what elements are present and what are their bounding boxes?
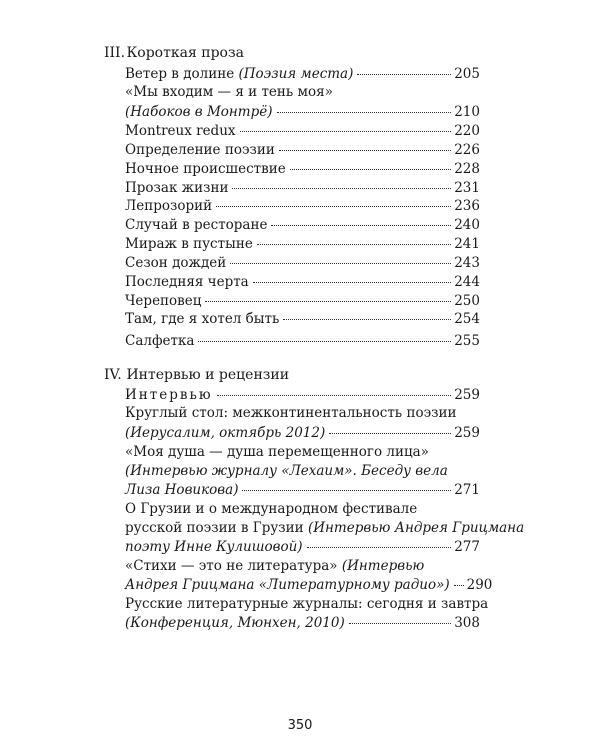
entry-note: (Интервью Андрея Грицмана <box>307 520 525 536</box>
entry-title: «Моя душа — душа перемещенного лица» <box>125 444 429 460</box>
section-heading: Короткая проза <box>126 45 244 61</box>
entry-title: О Грузии и о международном фестивале <box>125 501 418 517</box>
entry-title: Интервью <box>125 387 213 403</box>
toc-entry[interactable] <box>125 292 480 310</box>
page-number: 350 <box>287 718 313 733</box>
entry-page: 231 <box>454 180 480 196</box>
dot-leader <box>230 263 451 264</box>
entry-page: 243 <box>454 255 480 271</box>
toc-entry[interactable] <box>125 179 480 197</box>
entry-title: Ночное происшествие <box>125 161 286 177</box>
dot-leader <box>290 169 452 170</box>
toc-entry-line <box>125 595 488 613</box>
dot-leader <box>279 150 451 151</box>
toc-entry[interactable] <box>125 538 480 556</box>
entry-page: 240 <box>454 217 480 233</box>
entry-title: Ветер в долине <box>125 66 235 82</box>
entry-note: (Набоков в Монтрё) <box>125 104 273 120</box>
entry-note: (Интервью журналу «Лехаим». Беседу вела <box>125 463 448 479</box>
entry-title: Montreux redux <box>125 123 236 139</box>
entry-title: Определение поэзии <box>125 142 275 158</box>
toc-entry[interactable] <box>125 141 480 159</box>
entry-note: Лиза Новикова) <box>125 482 239 498</box>
toc-entry-line <box>125 404 457 422</box>
dot-leader <box>240 131 452 132</box>
toc-entry[interactable] <box>125 103 480 121</box>
toc-entry[interactable] <box>125 254 480 272</box>
entry-page: 271 <box>454 482 480 498</box>
dot-leader <box>454 585 464 586</box>
entry-page: 259 <box>454 387 480 403</box>
entry-page: 255 <box>454 333 480 349</box>
entry-title: Круглый стол: межконтинентальность поэзии <box>125 405 457 421</box>
toc-entry-line <box>125 83 333 101</box>
dot-leader <box>349 623 451 624</box>
toc-entry[interactable] <box>125 122 480 140</box>
dot-leader <box>329 433 451 434</box>
toc-entry[interactable] <box>125 310 480 328</box>
dot-leader <box>217 395 452 396</box>
toc-entry[interactable] <box>125 65 480 83</box>
toc-entry[interactable] <box>125 273 480 291</box>
dot-leader <box>216 206 451 207</box>
dot-leader <box>307 547 452 548</box>
entry-note: (Интервью <box>341 558 425 574</box>
entry-title: Последняя черта <box>125 274 249 290</box>
entry-title: Салфетка <box>125 333 195 349</box>
entry-title: Сезон дождей <box>125 255 227 271</box>
section-number: III. <box>104 45 126 61</box>
toc-entry[interactable] <box>125 235 480 253</box>
entry-title: Лепрозорий <box>125 198 213 214</box>
entry-title: Там, где я хотел быть <box>125 311 280 327</box>
dot-leader <box>283 319 451 320</box>
entry-page: 220 <box>454 123 480 139</box>
entry-page: 259 <box>454 425 480 441</box>
entry-title: Череповец <box>125 293 202 309</box>
entry-page: 244 <box>454 274 480 290</box>
entry-page: 250 <box>454 293 480 309</box>
entry-note: (Конференция, Мюнхен, 2010) <box>125 615 345 631</box>
entry-page: 226 <box>454 142 480 158</box>
toc-entry-line <box>125 462 448 480</box>
dot-leader <box>198 341 451 342</box>
entry-page: 254 <box>454 311 480 327</box>
entry-page: 290 <box>466 577 493 593</box>
toc-entry[interactable] <box>125 424 480 442</box>
entry-page: 205 <box>454 66 480 82</box>
entry-page: 308 <box>454 615 480 631</box>
dot-leader <box>242 490 451 491</box>
entry-title: «Мы входим — я и тень моя» <box>125 84 333 100</box>
entry-title: Мираж в пустыне <box>125 236 253 252</box>
toc-entry[interactable] <box>125 160 480 178</box>
dot-leader <box>232 188 451 189</box>
section-title-iv <box>104 366 289 384</box>
entry-note: Андрея Грицмана «Литературному радио») <box>125 577 450 593</box>
section-number: IV. <box>104 367 122 383</box>
dot-leader <box>257 244 451 245</box>
section-heading: Интервью и рецензии <box>126 367 290 383</box>
toc-entry[interactable] <box>125 216 480 234</box>
dot-leader <box>357 74 451 75</box>
entry-note: поэту Инне Кулишовой) <box>125 539 303 555</box>
entry-page: 236 <box>454 198 480 214</box>
entry-title: Прозак жизни <box>125 180 229 196</box>
entry-title: русской поэзии в Грузии <box>125 520 304 536</box>
toc-entry-line <box>125 500 417 518</box>
dot-leader <box>271 225 451 226</box>
toc-entry-line <box>125 519 524 537</box>
dot-leader <box>253 282 451 283</box>
toc-entry[interactable] <box>125 197 480 215</box>
entry-title: «Стихи — это не литература» <box>125 558 338 574</box>
toc-entry-line <box>125 557 424 575</box>
toc-entry[interactable] <box>125 576 493 594</box>
entry-page: 277 <box>454 539 480 555</box>
entry-note: (Иерусалим, октябрь 2012) <box>125 425 326 441</box>
toc-entry[interactable] <box>125 481 480 499</box>
entry-title: Русские литературные журналы: сегодня и завтра <box>125 596 489 612</box>
toc-entry[interactable] <box>125 386 480 404</box>
entry-note: (Поэзия места) <box>238 66 354 82</box>
entry-title: Случай в ресторане <box>125 217 268 233</box>
entry-page: 228 <box>454 161 480 177</box>
entry-page: 210 <box>454 104 480 120</box>
entry-page: 241 <box>454 236 480 252</box>
toc-entry[interactable] <box>125 332 480 350</box>
dot-leader <box>277 112 452 113</box>
section-title-iii <box>104 44 244 62</box>
dot-leader <box>205 301 451 302</box>
toc-entry-line <box>125 443 429 461</box>
toc-entry[interactable] <box>125 614 480 632</box>
